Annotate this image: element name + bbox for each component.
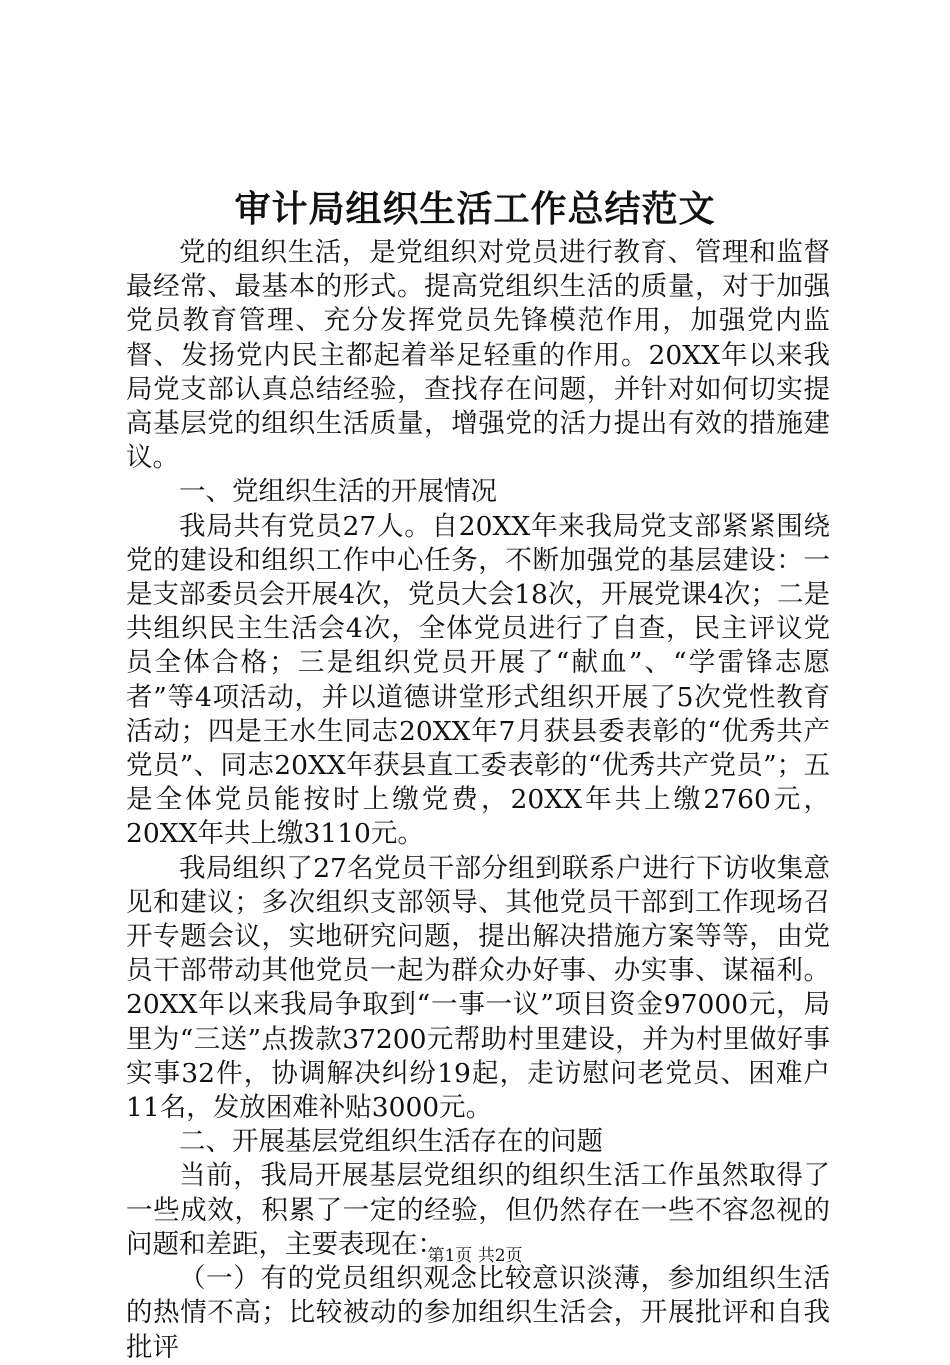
document-body [126, 236, 830, 1365]
section-heading-2: 二、开展基层党组织生活存在的问题 [179, 1126, 603, 1158]
section-heading-1: 一、党组织生活的开展情况 [179, 476, 497, 508]
page-number-footer: 第1页 共2页 [427, 1246, 523, 1266]
paragraph-section-2-intro: 当前，我局开展基层党组织的组织生活工作虽然取得了一些成效，积累了一定的经验，但仍然存在一些不容忽视的问题和差距，主要表现在： [126, 1160, 830, 1260]
paragraph-problem-1: （一）有的党员组织观念比较意识淡薄，参加组织生活的热情不高；比较被动的参加组织生活会，开展批评和自我批评 [126, 1263, 830, 1363]
paragraph-section-1-activities: 我局组织了27名党员干部分组到联系户进行下访收集意见和建议；多次组织支部领导、其他党员干部到工作现场召开专题会议，实地研究问题，提出解决措施方案等等，由党员干部带动其他党员一起为群众办好事、办实事、谋福利。20XX年以来我局争取到“一事一议”项目资金97000元，局里为“三送”点拨款37200元帮助村里建设，并为村里做好事实事32件，协调解决纠纷19起，走访慰问老党员、困难户11名，发放困难补贴3000元。 [126, 852, 830, 1124]
paragraph-intro: 党的组织生活，是党组织对党员进行教育、管理和监督最经常、最基本的形式。提高党组织生活的质量，对于加强党员教育管理、充分发挥党员先锋模范作用，加强党内监督、发扬党内民主都起着举足轻重的作用。20XX年以来我局党支部认真总结经验，查找存在问题，并针对如何切实提高基层党的组织生活质量，增强党的活力提出有效的措施建议。 [126, 237, 830, 474]
paragraph-section-1-overview: 我局共有党员27人。自20XX年来我局党支部紧紧围绕党的建设和组织工作中心任务，不断加强党的基层建设：一是支部委员会开展4次，党员大会18次，开展党课4次；二是共组织民主生活会4次，全体党员进行了自查，民主评议党员全体合格；三是组织党员开展了“献血”、“学雷锋志愿者”等4项活动，并以道德讲堂形式组织开展了5次党性教育活动；四是王水生同志20XX年7月获县委表彰的“优秀共产党员”、同志20XX年获县直工委表彰的“优秀共产党员”；五是全体党员能按时上缴党费，20XX年共上缴2760元，20XX年共上缴3110元。 [126, 510, 830, 850]
document-title: 审计局组织生活工作总结范文 [234, 188, 716, 230]
